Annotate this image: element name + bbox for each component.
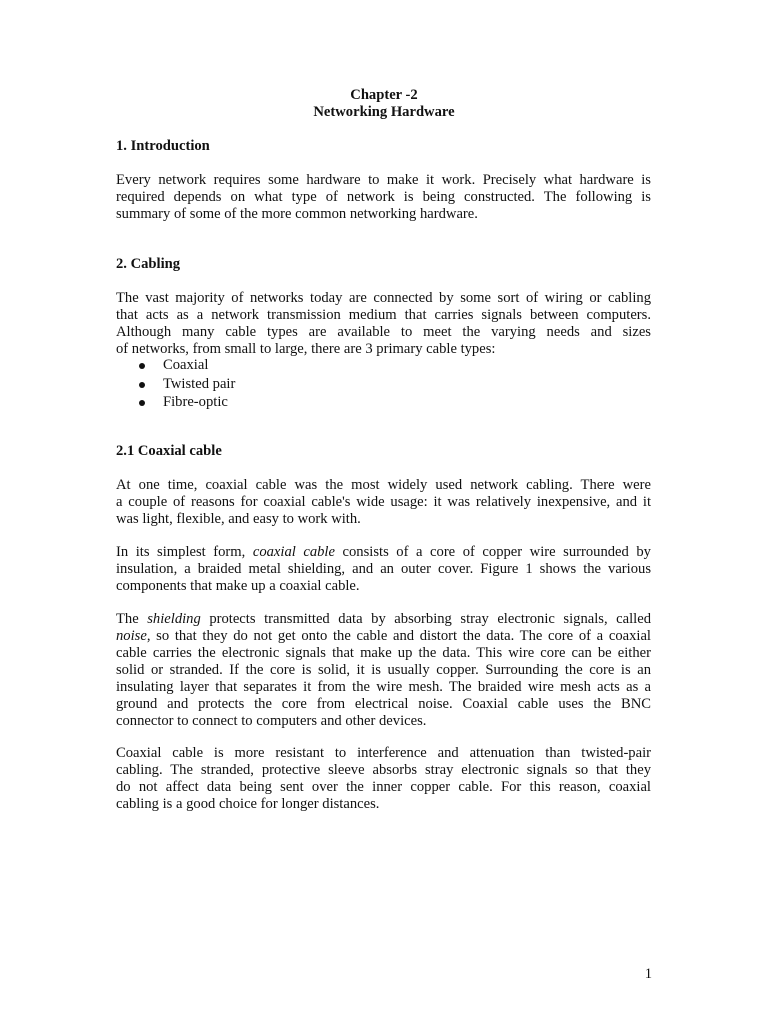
- cabling-line: that acts as a network transmission medium that carries signals between computers.: [116, 307, 651, 323]
- paragraph-line: [116, 544, 651, 561]
- list-item: [137, 375, 235, 394]
- paragraph-line: cable carries the electronic signals that make up the data. This wire core can be either: [116, 645, 651, 661]
- paragraph-line: cabling. The stranded, protective sleeve absorbs stray electronic signals so that they: [116, 762, 651, 778]
- list-item: [137, 393, 235, 412]
- cabling-line: of networks, from small to large, there are 3 primary cable types:: [116, 341, 496, 357]
- paragraph-line: insulation, a braided metal shielding, and an outer cover. Figure 1 shows the various: [116, 561, 651, 577]
- paragraph-line: At one time, coaxial cable was the most widely used network cabling. There were: [116, 477, 651, 493]
- bullet-icon: [139, 363, 145, 369]
- coaxial-heading: 2.1 Coaxial cable: [116, 443, 222, 459]
- cabling-line: Although many cable types are available to meet the varying needs and sizes: [116, 324, 651, 340]
- list-item-label: Twisted pair: [163, 375, 236, 392]
- intro-paragraph: [116, 172, 651, 223]
- paragraph-line: Coaxial cable is more resistant to interference and attenuation than twisted-pair: [116, 745, 651, 761]
- paragraph-line: cabling is a good choice for longer distances.: [116, 796, 380, 812]
- paragraph-line: solid or stranded. If the core is solid, it is usually copper. Surrounding the core is an: [116, 662, 651, 678]
- chapter-label: Chapter -2: [350, 87, 418, 103]
- text-run: The: [116, 611, 148, 627]
- paragraph-line: [116, 611, 651, 628]
- intro-line: required depends on what type of network is being constructed. The following is: [116, 189, 651, 205]
- text-run: protects transmitted data by absorbing stray electronic signals, called: [200, 611, 651, 627]
- list-item: [137, 356, 235, 375]
- list-item-label: Coaxial: [163, 357, 209, 373]
- coaxial-paragraph-2: [116, 544, 651, 595]
- text-run: In its simplest form,: [116, 544, 253, 560]
- paragraph-line: ground and protects the core from electrical noise. Coaxial cable uses the BNC: [116, 696, 651, 712]
- coaxial-paragraph-3: [116, 611, 651, 730]
- cabling-line: The vast majority of networks today are connected by some sort of wiring or cabling: [116, 290, 651, 306]
- intro-line: Every network requires some hardware to make it work. Precisely what hardware is: [116, 172, 651, 188]
- paragraph-line: a couple of reasons for coaxial cable's wide usage: it was relatively inexpensive, and it: [116, 494, 651, 510]
- chapter-header: [0, 87, 768, 121]
- cabling-paragraph: [116, 290, 651, 358]
- term-noise: noise: [116, 628, 147, 644]
- term-shielding: shielding: [147, 611, 201, 627]
- text-run: , so that they do not get onto the cable and distort the data. The core of a coaxial: [146, 628, 651, 644]
- bullet-icon: [139, 400, 145, 406]
- bullet-icon: [139, 382, 145, 388]
- paragraph-line: components that make up a coaxial cable.: [116, 578, 360, 594]
- paragraph-line: [116, 628, 651, 645]
- paragraph-line: connector to connect to computers and other devices.: [116, 713, 427, 729]
- paragraph-line: do not affect data being sent over the inner copper cable. For this reason, coaxial: [116, 779, 651, 795]
- list-item-label: Fibre-optic: [163, 394, 228, 410]
- text-run: consists of a core of copper wire surrounded by: [334, 544, 651, 560]
- coaxial-paragraph-4: [116, 745, 651, 813]
- intro-heading: 1. Introduction: [116, 138, 210, 154]
- cable-types-list: [137, 356, 235, 412]
- intro-line: summary of some of the more common networking hardware.: [116, 206, 478, 222]
- term-coaxial-cable: coaxial cable: [252, 544, 335, 560]
- page-number: 1: [644, 966, 652, 982]
- paragraph-line: was light, flexible, and easy to work with.: [116, 511, 361, 527]
- chapter-title: Networking Hardware: [313, 104, 455, 120]
- coaxial-paragraph-1: [116, 477, 651, 528]
- paragraph-line: insulating layer that separates it from the wire mesh. The braided wire mesh acts as a: [116, 679, 651, 695]
- cabling-heading: 2. Cabling: [116, 256, 181, 272]
